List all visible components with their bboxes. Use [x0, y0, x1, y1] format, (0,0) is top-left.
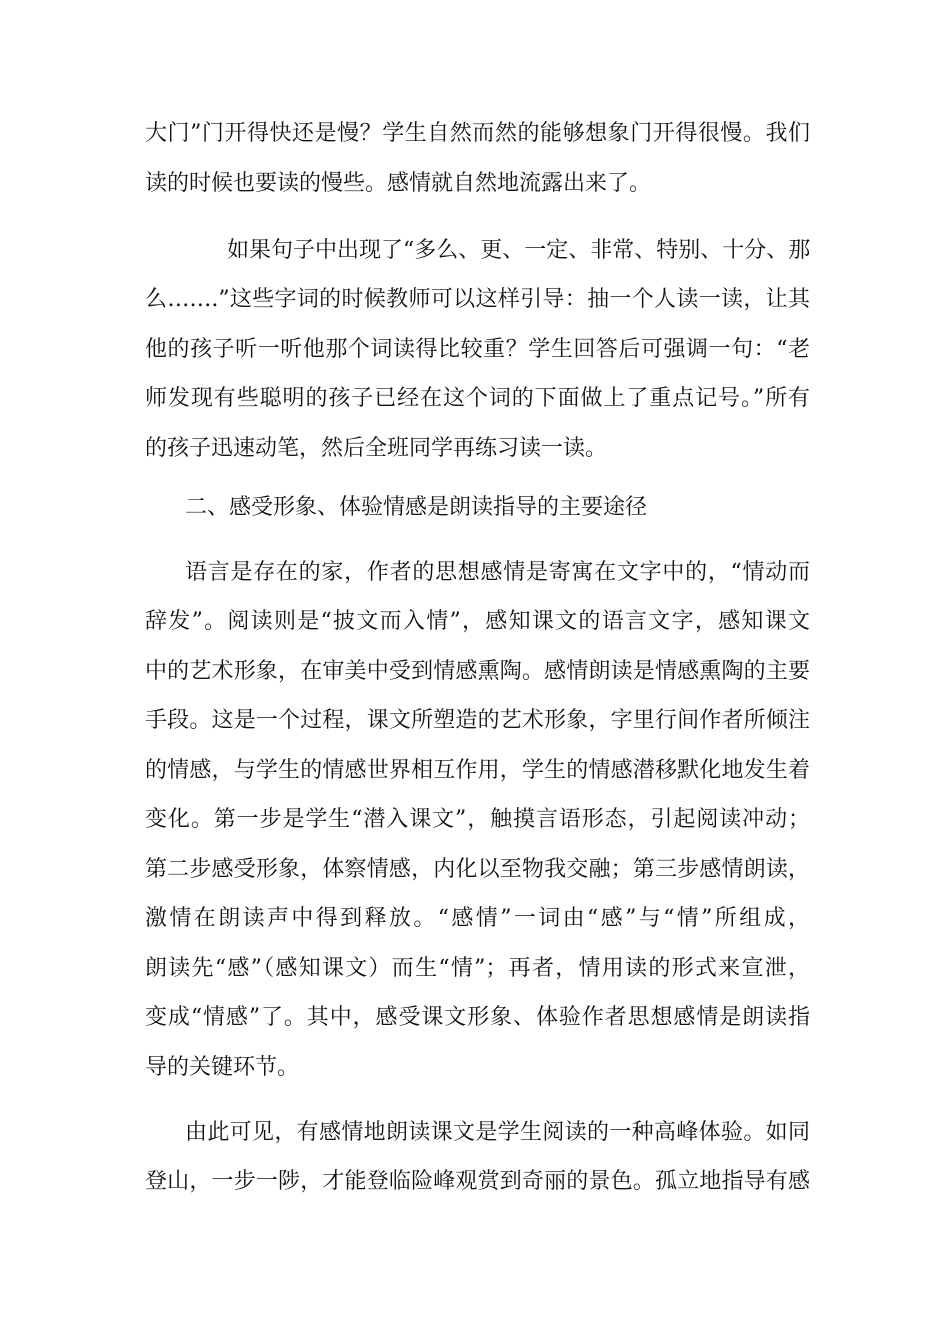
paragraph-line: 大门”门开得快还是慢？学生自然而然的能够想象门开得很慢。我们: [145, 121, 810, 146]
paragraph-line: 么…….”这些字词的时候教师可以这样引导：抽一个人读一读，让其: [145, 287, 810, 312]
paragraph-line: 手段。这是一个过程，课文所塑造的艺术形象，字里行间作者所倾注: [145, 708, 810, 733]
paragraph-line: 第二步感受形象，体察情感，内化以至物我交融；第三步感情朗读，: [145, 857, 810, 882]
paragraph-line: 中的艺术形象，在审美中受到情感熏陶。感情朗读是情感熏陶的主要: [145, 659, 810, 684]
paragraph-line: 辞发”。阅读则是“披文而入情”，感知课文的语言文字，感知课文: [145, 609, 810, 634]
paragraph-line: 登山，一步一陟，才能登临险峰观赏到奇丽的景色。孤立地指导有感: [145, 1169, 810, 1194]
paragraph-line: 师发现有些聪明的孩子已经在这个词的下面做上了重点记号。”所有: [145, 386, 810, 411]
paragraph-first-line: 由此可见，有感情地朗读课文是学生阅读的一种高峰体验。如同: [185, 1120, 810, 1145]
paragraph-line: 读的时候也要读的慢些。感情就自然地流露出来了。: [145, 171, 652, 196]
paragraph-line: 变成“情感”了。其中，感受课文形象、体验作者思想感情是朗读指: [145, 1005, 810, 1030]
paragraph-line: 变化。第一步是学生“潜入课文”，触摸言语形态，引起阅读冲动；: [145, 807, 810, 832]
paragraph-line: 导的关键环节。: [145, 1055, 300, 1080]
section-heading: 二、感受形象、体验情感是朗读指导的主要途径: [185, 495, 648, 520]
paragraph-line: 他的孩子听一听他那个词读得比较重？学生回答后可强调一句：“老: [145, 337, 810, 362]
paragraph-line: 朗读先“感”（感知课文）而生“情”；再者，情用读的形式来宣泄，: [145, 956, 810, 981]
paragraph-line: 的孩子迅速动笔，然后全班同学再练习读一读。: [145, 436, 608, 461]
paragraph-line: 激情在朗读声中得到释放。“感情”一词由“感”与“情”所组成，: [145, 906, 810, 931]
paragraph-first-line: 如果句子中出现了“多么、更、一定、非常、特别、十分、那: [227, 238, 811, 263]
paragraph-line: 的情感，与学生的情感世界相互作用，学生的情感潜移默化地发生着: [145, 758, 810, 783]
paragraph-first-line: 语言是存在的家，作者的思想感情是寄寓在文字中的，“情动而: [185, 560, 810, 585]
